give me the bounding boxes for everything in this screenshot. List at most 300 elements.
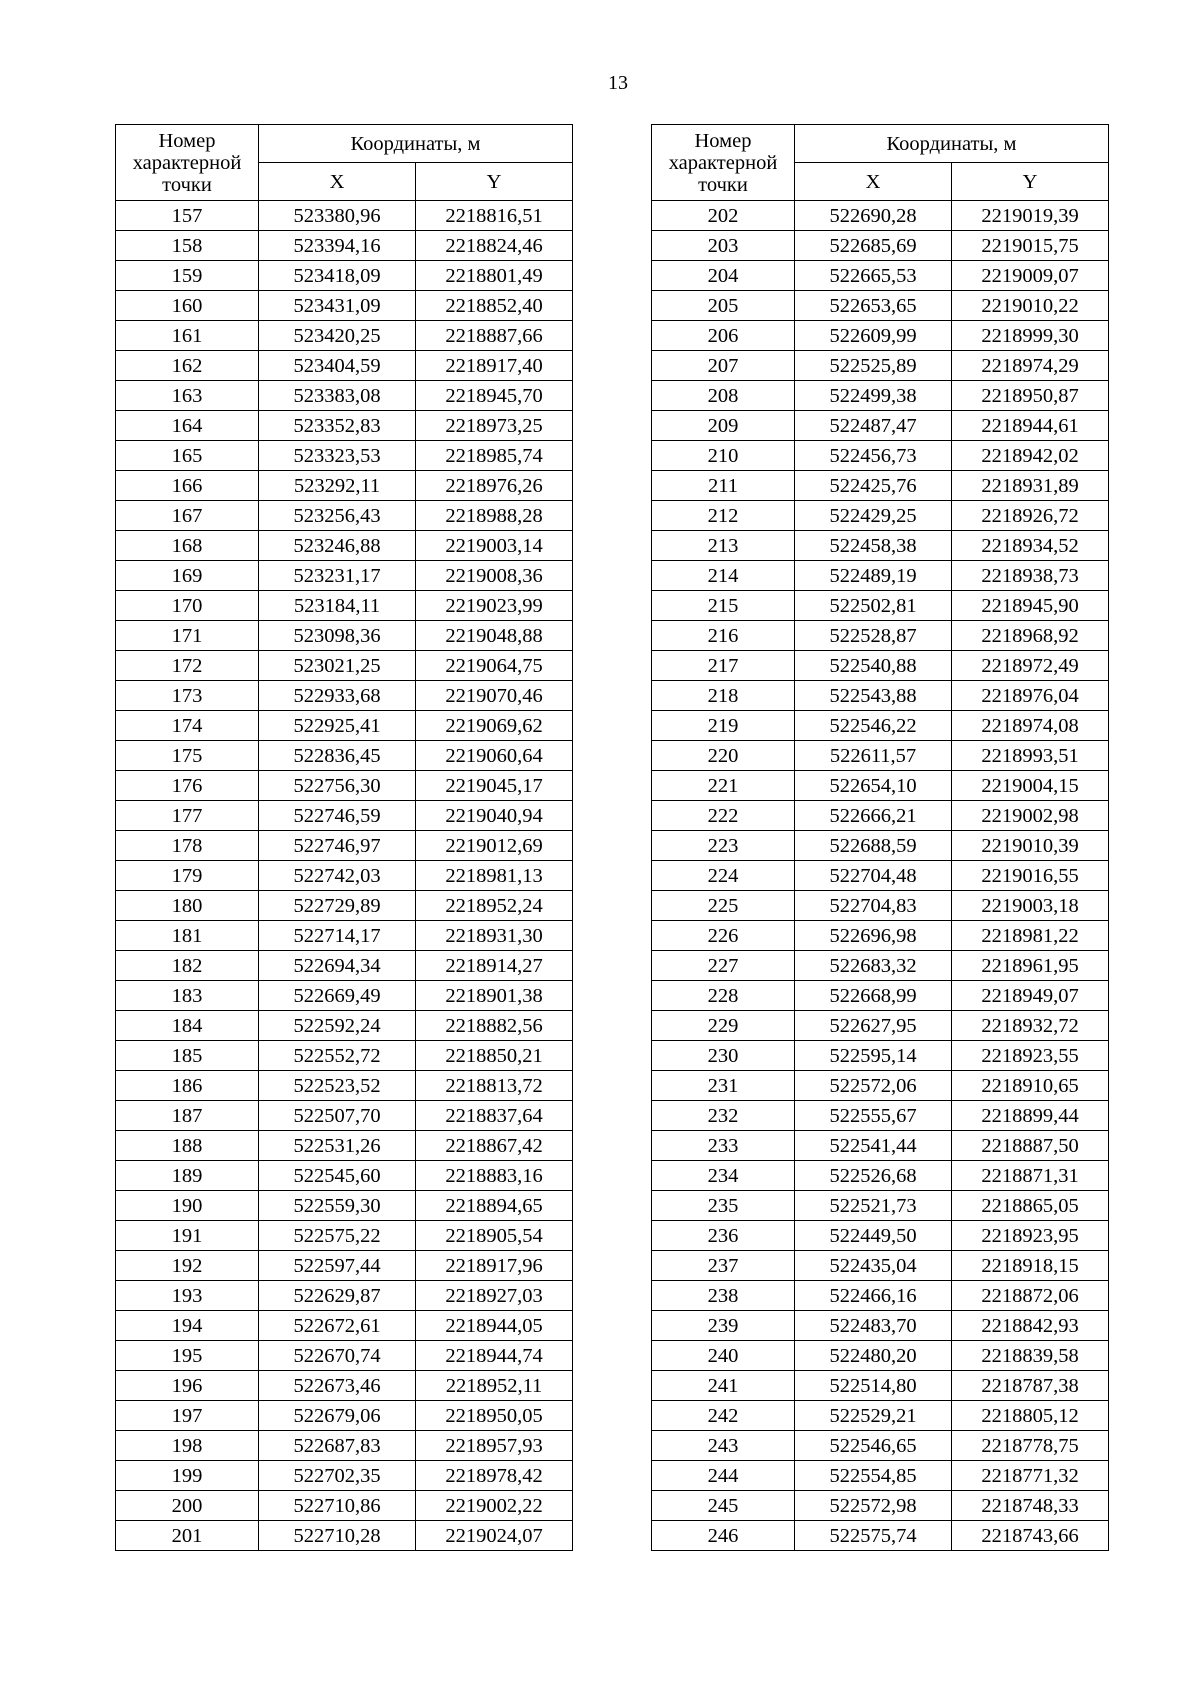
x-coordinate-cell: 522456,73 (795, 441, 952, 471)
x-coordinate-cell: 522687,83 (259, 1431, 416, 1461)
x-coordinate-cell: 522541,44 (795, 1131, 952, 1161)
point-number-cell: 190 (116, 1191, 259, 1221)
y-coordinate-cell: 2219064,75 (416, 651, 573, 681)
y-coordinate-cell: 2219048,88 (416, 621, 573, 651)
point-number-cell: 194 (116, 1311, 259, 1341)
point-number-cell: 205 (652, 291, 795, 321)
x-coordinate-cell: 523021,25 (259, 651, 416, 681)
point-number-cell: 184 (116, 1011, 259, 1041)
point-number-cell: 202 (652, 201, 795, 231)
x-coordinate-cell: 523431,09 (259, 291, 416, 321)
table-row (116, 471, 573, 501)
y-coordinate-cell: 2218905,54 (416, 1221, 573, 1251)
y-coordinate-cell: 2218882,56 (416, 1011, 573, 1041)
x-coordinate-cell: 522555,67 (795, 1101, 952, 1131)
point-number-cell: 210 (652, 441, 795, 471)
y-coordinate-cell: 2218923,55 (952, 1041, 1109, 1071)
point-number-cell: 232 (652, 1101, 795, 1131)
point-number-cell: 237 (652, 1251, 795, 1281)
y-coordinate-cell: 2219070,46 (416, 681, 573, 711)
y-coordinate-cell: 2218837,64 (416, 1101, 573, 1131)
y-coordinate-cell: 2218805,12 (952, 1401, 1109, 1431)
point-number-cell: 162 (116, 351, 259, 381)
x-coordinate-cell: 523380,96 (259, 201, 416, 231)
x-coordinate-cell: 522729,89 (259, 891, 416, 921)
point-number-cell: 230 (652, 1041, 795, 1071)
y-coordinate-cell: 2218894,65 (416, 1191, 573, 1221)
point-number-cell: 217 (652, 651, 795, 681)
x-coordinate-cell: 523231,17 (259, 561, 416, 591)
table-row (116, 351, 573, 381)
point-number-cell: 178 (116, 831, 259, 861)
table-row (116, 441, 573, 471)
table-row (652, 681, 1109, 711)
table-row (652, 1461, 1109, 1491)
point-number-cell: 246 (652, 1521, 795, 1551)
point-number-cell: 191 (116, 1221, 259, 1251)
point-number-cell: 183 (116, 981, 259, 1011)
table-row (652, 321, 1109, 351)
table-row (652, 1041, 1109, 1071)
y-coordinate-cell: 2218993,51 (952, 741, 1109, 771)
point-number-cell: 223 (652, 831, 795, 861)
point-number-cell: 181 (116, 921, 259, 951)
table-row (116, 1401, 573, 1431)
x-coordinate-cell: 523184,11 (259, 591, 416, 621)
point-number-cell: 241 (652, 1371, 795, 1401)
table-row (652, 801, 1109, 831)
y-coordinate-cell: 2219024,07 (416, 1521, 573, 1551)
y-coordinate-cell: 2218850,21 (416, 1041, 573, 1071)
table-row (652, 441, 1109, 471)
x-coordinate-cell: 522525,89 (795, 351, 952, 381)
y-coordinate-cell: 2218887,50 (952, 1131, 1109, 1161)
table-row (652, 1251, 1109, 1281)
y-coordinate-cell: 2218824,46 (416, 231, 573, 261)
y-coordinate-cell: 2218938,73 (952, 561, 1109, 591)
point-number-cell: 175 (116, 741, 259, 771)
x-coordinate-cell: 522597,44 (259, 1251, 416, 1281)
x-coordinate-cell: 522756,30 (259, 771, 416, 801)
point-number-cell: 231 (652, 1071, 795, 1101)
table-row (116, 381, 573, 411)
point-number-cell: 220 (652, 741, 795, 771)
point-number-header: Номер характерной точки (652, 125, 795, 201)
table-row (116, 531, 573, 561)
y-header: Y (952, 163, 1109, 201)
point-number-cell: 189 (116, 1161, 259, 1191)
point-number-header: Номер характерной точки (116, 125, 259, 201)
point-number-cell: 188 (116, 1131, 259, 1161)
table-row (116, 621, 573, 651)
x-coordinate-cell: 523418,09 (259, 261, 416, 291)
point-number-cell: 157 (116, 201, 259, 231)
table-row (116, 1461, 573, 1491)
x-coordinate-cell: 522690,28 (795, 201, 952, 231)
y-coordinate-cell: 2218932,72 (952, 1011, 1109, 1041)
point-number-cell: 176 (116, 771, 259, 801)
point-number-cell: 206 (652, 321, 795, 351)
point-number-cell: 170 (116, 591, 259, 621)
y-coordinate-cell: 2218950,87 (952, 381, 1109, 411)
point-number-cell: 208 (652, 381, 795, 411)
y-coordinate-cell: 2218934,52 (952, 531, 1109, 561)
point-number-cell: 213 (652, 531, 795, 561)
page-number: 13 (608, 72, 628, 94)
point-number-cell: 201 (116, 1521, 259, 1551)
x-coordinate-cell: 522668,99 (795, 981, 952, 1011)
point-number-cell: 233 (652, 1131, 795, 1161)
point-number-cell: 163 (116, 381, 259, 411)
table-row (116, 1131, 573, 1161)
point-number-cell: 245 (652, 1491, 795, 1521)
point-number-cell: 225 (652, 891, 795, 921)
x-coordinate-cell: 522543,88 (795, 681, 952, 711)
x-coordinate-cell: 522704,48 (795, 861, 952, 891)
table-row (652, 1281, 1109, 1311)
y-coordinate-cell: 2218743,66 (952, 1521, 1109, 1551)
point-number-cell: 204 (652, 261, 795, 291)
y-coordinate-cell: 2218867,42 (416, 1131, 573, 1161)
point-number-cell: 234 (652, 1161, 795, 1191)
table-row (116, 411, 573, 441)
coordinates-table-right (651, 124, 1109, 1551)
table-row (116, 321, 573, 351)
table-row (652, 981, 1109, 1011)
y-coordinate-cell: 2218944,05 (416, 1311, 573, 1341)
x-coordinate-cell: 523420,25 (259, 321, 416, 351)
point-number-cell: 229 (652, 1011, 795, 1041)
x-coordinate-cell: 522514,80 (795, 1371, 952, 1401)
table-row (652, 1371, 1109, 1401)
y-coordinate-cell: 2218981,13 (416, 861, 573, 891)
x-coordinate-cell: 522545,60 (259, 1161, 416, 1191)
x-coordinate-cell: 522521,73 (795, 1191, 952, 1221)
table-row (116, 771, 573, 801)
table-row (116, 1341, 573, 1371)
y-coordinate-cell: 2218976,26 (416, 471, 573, 501)
y-coordinate-cell: 2218988,28 (416, 501, 573, 531)
x-coordinate-cell: 523394,16 (259, 231, 416, 261)
x-header: X (795, 163, 952, 201)
y-coordinate-cell: 2218883,16 (416, 1161, 573, 1191)
table-row (652, 1191, 1109, 1221)
x-coordinate-cell: 522710,86 (259, 1491, 416, 1521)
x-coordinate-cell: 522507,70 (259, 1101, 416, 1131)
x-coordinate-cell: 523404,59 (259, 351, 416, 381)
x-coordinate-cell: 522595,14 (795, 1041, 952, 1071)
x-coordinate-cell: 522714,17 (259, 921, 416, 951)
point-number-cell: 244 (652, 1461, 795, 1491)
x-coordinate-cell: 522554,85 (795, 1461, 952, 1491)
point-number-cell: 187 (116, 1101, 259, 1131)
y-coordinate-cell: 2218923,95 (952, 1221, 1109, 1251)
table-row (652, 1311, 1109, 1341)
coordinates-header: Координаты, м (259, 125, 573, 163)
x-coordinate-cell: 522702,35 (259, 1461, 416, 1491)
table-row (652, 1521, 1109, 1551)
table-row (652, 1101, 1109, 1131)
table-row (652, 921, 1109, 951)
x-coordinate-cell: 523352,83 (259, 411, 416, 441)
y-coordinate-cell: 2218778,75 (952, 1431, 1109, 1461)
point-number-cell: 216 (652, 621, 795, 651)
x-coordinate-cell: 522627,95 (795, 1011, 952, 1041)
point-number-cell: 209 (652, 411, 795, 441)
y-coordinate-cell: 2218974,08 (952, 711, 1109, 741)
point-number-cell: 207 (652, 351, 795, 381)
table-row (116, 1161, 573, 1191)
x-coordinate-cell: 522672,61 (259, 1311, 416, 1341)
y-coordinate-cell: 2218927,03 (416, 1281, 573, 1311)
table-row (652, 1341, 1109, 1371)
table-row (652, 231, 1109, 261)
point-number-cell: 173 (116, 681, 259, 711)
point-number-cell: 161 (116, 321, 259, 351)
table-row (652, 591, 1109, 621)
point-number-cell: 240 (652, 1341, 795, 1371)
point-number-cell: 228 (652, 981, 795, 1011)
table-row (116, 1221, 573, 1251)
table-row (116, 1431, 573, 1461)
point-number-cell: 197 (116, 1401, 259, 1431)
y-coordinate-cell: 2218910,65 (952, 1071, 1109, 1101)
x-coordinate-cell: 522653,65 (795, 291, 952, 321)
point-number-cell: 198 (116, 1431, 259, 1461)
x-coordinate-cell: 522710,28 (259, 1521, 416, 1551)
table-row (652, 1431, 1109, 1461)
point-number-cell: 171 (116, 621, 259, 651)
table-row (652, 951, 1109, 981)
y-coordinate-cell: 2219060,64 (416, 741, 573, 771)
point-number-cell: 215 (652, 591, 795, 621)
table-row (116, 951, 573, 981)
x-header: X (259, 163, 416, 201)
x-coordinate-cell: 522502,81 (795, 591, 952, 621)
point-number-cell: 169 (116, 561, 259, 591)
x-coordinate-cell: 523292,11 (259, 471, 416, 501)
y-coordinate-cell: 2218957,93 (416, 1431, 573, 1461)
table-row (116, 981, 573, 1011)
table-row (652, 531, 1109, 561)
x-coordinate-cell: 522499,38 (795, 381, 952, 411)
y-coordinate-cell: 2219045,17 (416, 771, 573, 801)
point-number-cell: 200 (116, 1491, 259, 1521)
x-coordinate-cell: 522592,24 (259, 1011, 416, 1041)
x-coordinate-cell: 522669,49 (259, 981, 416, 1011)
x-coordinate-cell: 522559,30 (259, 1191, 416, 1221)
x-coordinate-cell: 522611,57 (795, 741, 952, 771)
table-row (652, 501, 1109, 531)
point-number-cell: 218 (652, 681, 795, 711)
table-row (652, 561, 1109, 591)
table-row (652, 1401, 1109, 1431)
y-coordinate-cell: 2218999,30 (952, 321, 1109, 351)
table-row (652, 1221, 1109, 1251)
x-coordinate-cell: 522654,10 (795, 771, 952, 801)
y-coordinate-cell: 2219023,99 (416, 591, 573, 621)
y-coordinate-cell: 2218842,93 (952, 1311, 1109, 1341)
x-coordinate-cell: 522742,03 (259, 861, 416, 891)
table-row (652, 261, 1109, 291)
point-number-cell: 177 (116, 801, 259, 831)
y-coordinate-cell: 2218813,72 (416, 1071, 573, 1101)
y-coordinate-cell: 2218931,30 (416, 921, 573, 951)
y-coordinate-cell: 2218978,42 (416, 1461, 573, 1491)
table-row (652, 351, 1109, 381)
y-coordinate-cell: 2218973,25 (416, 411, 573, 441)
table-row (652, 381, 1109, 411)
y-coordinate-cell: 2218839,58 (952, 1341, 1109, 1371)
y-coordinate-cell: 2218961,95 (952, 951, 1109, 981)
table-row (652, 1011, 1109, 1041)
x-coordinate-cell: 522685,69 (795, 231, 952, 261)
y-coordinate-cell: 2218917,40 (416, 351, 573, 381)
table-row (116, 1521, 573, 1551)
table-row (116, 921, 573, 951)
table-row (116, 1191, 573, 1221)
y-coordinate-cell: 2218917,96 (416, 1251, 573, 1281)
x-coordinate-cell: 522572,98 (795, 1491, 952, 1521)
x-coordinate-cell: 522666,21 (795, 801, 952, 831)
point-number-cell: 199 (116, 1461, 259, 1491)
x-coordinate-cell: 522435,04 (795, 1251, 952, 1281)
point-number-cell: 235 (652, 1191, 795, 1221)
y-coordinate-cell: 2218871,31 (952, 1161, 1109, 1191)
table-row (652, 1131, 1109, 1161)
x-coordinate-cell: 522480,20 (795, 1341, 952, 1371)
x-coordinate-cell: 522925,41 (259, 711, 416, 741)
x-coordinate-cell: 522526,68 (795, 1161, 952, 1191)
point-number-cell: 221 (652, 771, 795, 801)
point-number-cell: 224 (652, 861, 795, 891)
y-coordinate-cell: 2219003,18 (952, 891, 1109, 921)
y-coordinate-cell: 2218972,49 (952, 651, 1109, 681)
y-coordinate-cell: 2219015,75 (952, 231, 1109, 261)
x-coordinate-cell: 522429,25 (795, 501, 952, 531)
point-number-cell: 186 (116, 1071, 259, 1101)
x-coordinate-cell: 522529,21 (795, 1401, 952, 1431)
table-row (116, 711, 573, 741)
y-coordinate-cell: 2219002,98 (952, 801, 1109, 831)
x-coordinate-cell: 522458,38 (795, 531, 952, 561)
point-number-cell: 212 (652, 501, 795, 531)
point-number-cell: 159 (116, 261, 259, 291)
point-number-cell: 174 (116, 711, 259, 741)
x-coordinate-cell: 522679,06 (259, 1401, 416, 1431)
x-coordinate-cell: 522575,74 (795, 1521, 952, 1551)
x-coordinate-cell: 522609,99 (795, 321, 952, 351)
x-coordinate-cell: 522425,76 (795, 471, 952, 501)
y-coordinate-cell: 2218944,61 (952, 411, 1109, 441)
y-coordinate-cell: 2218931,89 (952, 471, 1109, 501)
x-coordinate-cell: 522746,59 (259, 801, 416, 831)
y-coordinate-cell: 2218974,29 (952, 351, 1109, 381)
y-header: Y (416, 163, 573, 201)
point-number-cell: 219 (652, 711, 795, 741)
x-coordinate-cell: 522546,22 (795, 711, 952, 741)
x-coordinate-cell: 523323,53 (259, 441, 416, 471)
table-row (116, 801, 573, 831)
table-row (116, 1281, 573, 1311)
x-coordinate-cell: 523256,43 (259, 501, 416, 531)
y-coordinate-cell: 2218968,92 (952, 621, 1109, 651)
point-number-cell: 203 (652, 231, 795, 261)
y-coordinate-cell: 2218787,38 (952, 1371, 1109, 1401)
y-coordinate-cell: 2218901,38 (416, 981, 573, 1011)
table-row (116, 1041, 573, 1071)
x-coordinate-cell: 522528,87 (795, 621, 952, 651)
table-row (116, 561, 573, 591)
table-row (652, 1071, 1109, 1101)
coordinates-header: Координаты, м (795, 125, 1109, 163)
x-coordinate-cell: 522489,19 (795, 561, 952, 591)
table-row (116, 1071, 573, 1101)
y-coordinate-cell: 2218944,74 (416, 1341, 573, 1371)
y-coordinate-cell: 2218926,72 (952, 501, 1109, 531)
x-coordinate-cell: 523098,36 (259, 621, 416, 651)
point-number-cell: 222 (652, 801, 795, 831)
x-coordinate-cell: 522449,50 (795, 1221, 952, 1251)
table-row (652, 861, 1109, 891)
y-coordinate-cell: 2218952,11 (416, 1371, 573, 1401)
table-row (652, 771, 1109, 801)
x-coordinate-cell: 522487,47 (795, 411, 952, 441)
y-coordinate-cell: 2218949,07 (952, 981, 1109, 1011)
x-coordinate-cell: 522670,74 (259, 1341, 416, 1371)
point-number-cell: 180 (116, 891, 259, 921)
x-coordinate-cell: 522540,88 (795, 651, 952, 681)
table-row (652, 891, 1109, 921)
table-row (652, 1491, 1109, 1521)
table-row (116, 1251, 573, 1281)
table-row (652, 651, 1109, 681)
y-coordinate-cell: 2219010,22 (952, 291, 1109, 321)
y-coordinate-cell: 2218865,05 (952, 1191, 1109, 1221)
y-coordinate-cell: 2218748,33 (952, 1491, 1109, 1521)
table-row (116, 681, 573, 711)
x-coordinate-cell: 522673,46 (259, 1371, 416, 1401)
y-coordinate-cell: 2218981,22 (952, 921, 1109, 951)
y-coordinate-cell: 2219003,14 (416, 531, 573, 561)
point-number-cell: 226 (652, 921, 795, 951)
x-coordinate-cell: 522688,59 (795, 831, 952, 861)
y-coordinate-cell: 2219010,39 (952, 831, 1109, 861)
point-number-cell: 196 (116, 1371, 259, 1401)
x-coordinate-cell: 522629,87 (259, 1281, 416, 1311)
point-number-cell: 239 (652, 1311, 795, 1341)
point-number-cell: 236 (652, 1221, 795, 1251)
x-coordinate-cell: 522683,32 (795, 951, 952, 981)
table-row (652, 831, 1109, 861)
y-coordinate-cell: 2218945,90 (952, 591, 1109, 621)
table-row (652, 1161, 1109, 1191)
y-coordinate-cell: 2218801,49 (416, 261, 573, 291)
x-coordinate-cell: 522523,52 (259, 1071, 416, 1101)
point-number-cell: 167 (116, 501, 259, 531)
y-coordinate-cell: 2218852,40 (416, 291, 573, 321)
y-coordinate-cell: 2219019,39 (952, 201, 1109, 231)
x-coordinate-cell: 522552,72 (259, 1041, 416, 1071)
table-row (116, 831, 573, 861)
table-row (652, 711, 1109, 741)
point-number-cell: 227 (652, 951, 795, 981)
table-row (116, 741, 573, 771)
table-row (652, 291, 1109, 321)
table-row (116, 1011, 573, 1041)
x-coordinate-cell: 522836,45 (259, 741, 416, 771)
point-number-cell: 168 (116, 531, 259, 561)
